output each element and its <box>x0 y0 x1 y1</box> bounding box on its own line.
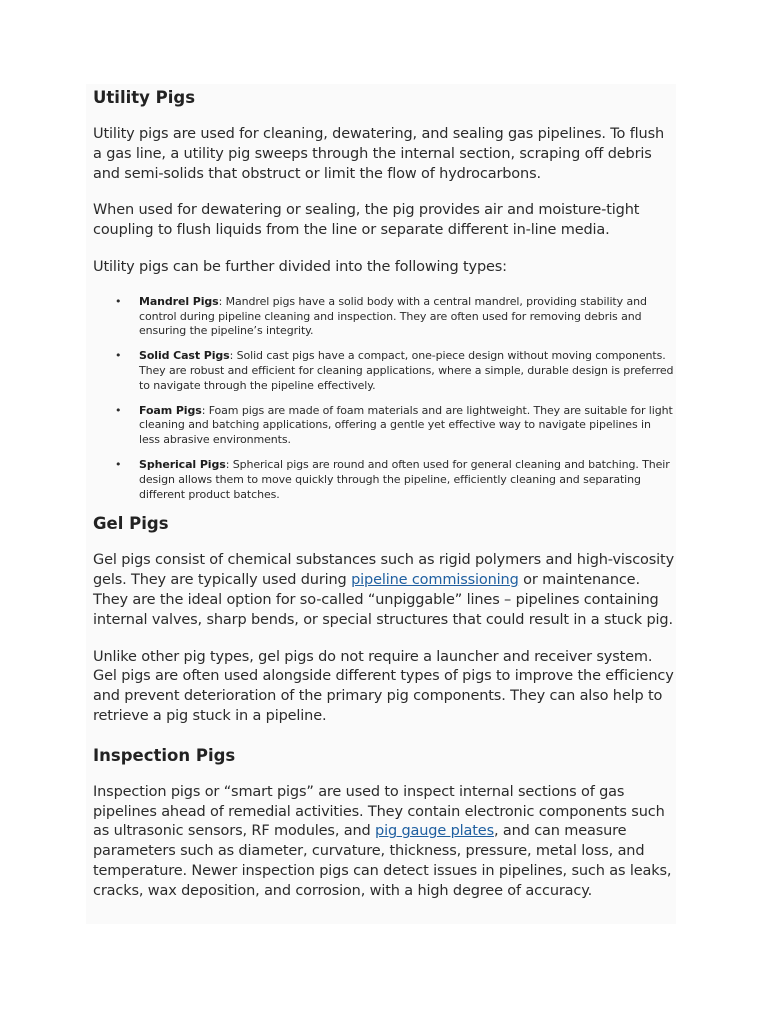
list-item-spherical-pigs <box>93 458 675 502</box>
list-item-foam-pigs <box>93 404 675 448</box>
inspection-pigs-paragraph-1 <box>93 783 675 902</box>
section-heading-utility-pigs: Utility Pigs <box>93 88 196 107</box>
gel-pigs-text-after-link: or maintenance. They are the ideal option for so-called “unpiggable” lines – pipelines containing internal valves, sharp bends, or special structures that could result in a stuck pig. <box>93 572 673 628</box>
list-item-text: : Foam pigs are made of foam materials and are lightweight. They are suitable for light cleaning and batching applications, offering a gentle yet effective way to navigate pipelines in less abrasive environments. <box>139 403 673 447</box>
bullet-icon: • <box>115 349 122 363</box>
inspection-pigs-text-before-link: Inspection pigs or “smart pigs” are used to inspect internal sections of gas pipelines ahead of remedial activities. They contain electronic components such as ultrasonic sensors, RF modules, and <box>93 783 665 840</box>
list-item-text: : Mandrel pigs have a solid body with a central mandrel, providing stability and control during pipeline cleaning and inspection. They are often used for removing debris and ensuring the pipeline’s integrity. <box>139 294 647 338</box>
pig-gauge-plates-link[interactable]: pig gauge plates <box>375 823 494 840</box>
section-heading-gel-pigs: Gel Pigs <box>93 514 169 534</box>
gel-pigs-paragraph-2: Unlike other pig types, gel pigs do not require a launcher and receiver system. Gel pigs are often used alongside different types of pigs to improve the efficiency and prevent deterioration of the primary pig components. They can also help to retrieve a pig stuck in a pipeline. <box>93 648 674 724</box>
gel-pigs-text-before-link: Gel pigs consist of chemical substances such as rigid polymers and high-viscosity gels. They are typically used during <box>93 552 675 589</box>
list-item-mandrel-pigs <box>93 295 675 339</box>
utility-pigs-paragraph-3: Utility pigs can be further divided into the following types: <box>93 258 507 275</box>
utility-pig-types-list <box>93 295 675 503</box>
utility-pigs-paragraph-2: When used for dewatering or sealing, the pig provides air and moisture-tight coupling to flush liquids from the line or separate different in-line media. <box>93 202 640 239</box>
list-item-term: Solid Cast Pigs <box>139 349 230 363</box>
inspection-pigs-text-after-link: , and can measure parameters such as diameter, curvature, thickness, pressure, metal loss, and temperature. Newer inspection pigs can detect issues in pipelines, such as leaks, cracks, wax deposition, and corrosion, with a high degree of accuracy. <box>93 823 672 899</box>
bullet-icon: • <box>115 457 122 471</box>
list-item-term: Spherical Pigs <box>139 457 226 471</box>
section-heading-inspection-pigs: Inspection Pigs <box>93 745 236 765</box>
pipeline-commissioning-link[interactable]: pipeline commissioning <box>351 572 519 589</box>
list-item-term: Foam Pigs <box>139 403 202 417</box>
gel-pigs-paragraph-1 <box>93 551 675 630</box>
list-item-text: : Spherical pigs are round and often used for general cleaning and batching. Their design allows them to move quickly through the pipeline, efficiently cleaning and separating different product batches. <box>139 457 670 501</box>
bullet-icon: • <box>115 403 122 417</box>
list-item-text: : Solid cast pigs have a compact, one-piece design without moving components. They are robust and efficient for cleaning applications, where a simple, durable design is preferred to navigate through the pipeline effectively. <box>139 349 674 392</box>
utility-pigs-paragraph-1: Utility pigs are used for cleaning, dewatering, and sealing gas pipelines. To flush a gas line, a utility pig sweeps through the internal section, scraping off debris and semi-solids that obstruct or limit the flow of hydrocarbons. <box>93 126 665 182</box>
list-item-term: Mandrel Pigs <box>139 294 219 308</box>
article-content <box>93 86 675 919</box>
bullet-icon: • <box>115 294 122 308</box>
list-item-solid-cast-pigs <box>93 349 675 393</box>
